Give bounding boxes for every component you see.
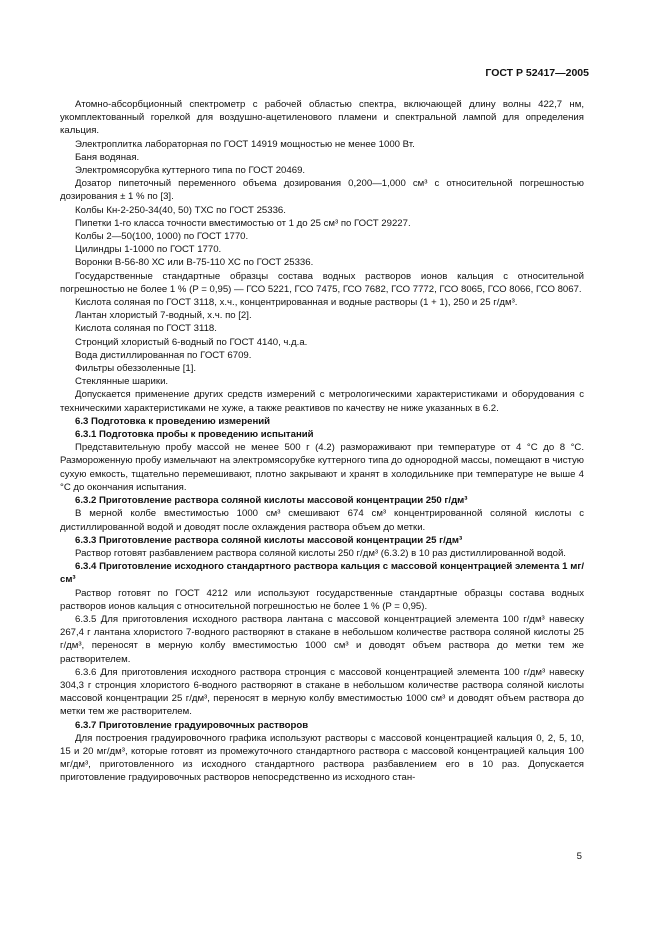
body-paragraph: 6.3.6 Для приготовления исходного раствора стронция с массовой концентрацией элемента 100 г/дм³ навеску 304,3 г стронция хлористого 6-водного растворяют в стакане в небольшом количестве раствора соляной кислоты массовой концентрации 25 г/дм³, переносят в мерную колбу вместимостью 1000 см³ и доводят объем раствора до метки тем же растворителем.: [60, 666, 584, 718]
body-paragraph: Атомно-абсорбционный спектрометр с рабочей областью спектра, включающей длину волны 422,7 нм, укомплектованный горелкой для воздушно-ацетиленового пламени и спектральной лампой для определения кальция.: [60, 99, 584, 137]
section-heading: 6.3.1 Подготовка пробы к проведению испытаний: [75, 429, 314, 441]
body-paragraph: Вода дистиллированная по ГОСТ 6709.: [75, 349, 252, 361]
body-paragraph: Стеклянные шарики.: [75, 376, 169, 388]
body-paragraph: Лантан хлористый 7-водный, х.ч. по [2].: [75, 310, 252, 322]
body-paragraph: Фильтры обеззоленные [1].: [75, 363, 197, 375]
body-paragraph: Стронций хлористый 6-водный по ГОСТ 4140, ч.д.а.: [75, 336, 308, 348]
section-heading: 6.3.4 Приготовление исходного стандартного раствора кальция с массовой концентрацией элемента 1 мг/см³: [60, 561, 584, 586]
page-number: 5: [576, 851, 582, 862]
body-paragraph: Допускается применение других средств измерений с метрологическими характеристиками и оборудования с техническими характеристиками не хуже, а также реактивов по качеству не ниже указанных в 6.2.: [60, 389, 584, 414]
body-paragraph: 6.3.5 Для приготовления исходного раствора лантана с массовой концентрацией элемента 100 г/дм³ навеску 267,4 г лантана хлористого 7-водного растворяют в стакане в небольшом количестве раствора соляной кислоты 25 г/дм³, переносят в мерную колбу вместимостью 1000 см³ и доводят объем раствора до метки тем же растворителем.: [60, 613, 584, 665]
body-paragraph: Воронки В-56-80 ХС или В-75-110 ХС по ГОСТ 25336.: [75, 257, 314, 269]
body-paragraph: Цилиндры 1-1000 по ГОСТ 1770.: [75, 244, 222, 256]
section-heading: 6.3.3 Приготовление раствора соляной кислоты массовой концентрации 25 г/дм³: [75, 534, 463, 546]
standard-number-header: ГОСТ Р 52417—2005: [485, 67, 589, 79]
document-body: [60, 98, 584, 785]
body-paragraph: Раствор готовят разбавлением раствора соляной кислоты 250 г/дм³ (6.3.2) в 10 раз дистиллированной водой.: [75, 547, 566, 559]
body-paragraph: Электромясорубка куттерного типа по ГОСТ 20469.: [75, 165, 306, 177]
body-paragraph: Раствор готовят по ГОСТ 4212 или используют государственные стандартные образцы состава водных растворов ионов кальция с относительной погрешностью не более 1 % (P = 0,95).: [60, 587, 584, 612]
body-paragraph: Дозатор пипеточный переменного объема дозирования 0,200—1,000 см³ с относительной погрешностью дозирования ± 1 % по [3].: [60, 178, 584, 203]
section-heading: 6.3 Подготовка к проведению измерений: [75, 415, 271, 427]
body-paragraph: Колбы 2—50(100, 1000) по ГОСТ 1770.: [75, 231, 249, 243]
body-paragraph: Кислота соляная по ГОСТ 3118.: [75, 323, 217, 335]
body-paragraph: Для построения градуировочного графика используют растворы с массовой концентрацией кальция 0, 2, 5, 10, 15 и 20 мг/дм³, которые готовят из промежуточного стандартного раствора с массовой концентрацией кальция 100 мг/дм³, приготовленного из исходного стандартного раствора разбавлением его в 10 раз. Допускается приготовление градуировочных растворов непосредственно из исходного стан-: [60, 732, 584, 784]
body-paragraph: Пипетки 1-го класса точности вместимостью от 1 до 25 см³ по ГОСТ 29227.: [75, 217, 411, 229]
body-paragraph: В мерной колбе вместимостью 1000 см³ смешивают 674 см³ концентрированной соляной кислоты с дистиллированной водой и доводят после охлаждения раствора объем до метки.: [60, 508, 584, 533]
body-paragraph: Государственные стандартные образцы состава водных растворов ионов кальция с относительной погрешностью не более 1 % (P = 0,95) — ГСО 5221, ГСО 7475, ГСО 7682, ГСО 7772, ГСО 8065, ГСО 8066, ГСО 8067.: [60, 270, 584, 295]
body-paragraph: Баня водяная.: [75, 151, 140, 163]
section-heading: 6.3.2 Приготовление раствора соляной кислоты массовой концентрации 250 г/дм³: [75, 495, 468, 507]
body-paragraph: Кислота соляная по ГОСТ 3118, х.ч., концентрированная и водные растворы (1 + 1), 250 и 25 г/дм³.: [75, 297, 518, 309]
body-paragraph: Колбы Кн-2-250-34(40, 50) ТХС по ГОСТ 25336.: [75, 204, 286, 216]
body-paragraph: Представительную пробу массой не менее 500 г (4.2) размораживают при температуре от 4 °С до 8 °С. Размороженную пробу измельчают на электромясорубке куттерного типа до однородной массы, помещают в чистую сухую емкость, тщательно перемешивают, плотно закрывают и хранят в холодильнике при температуре не выше 4 °С до окончания испытания.: [60, 442, 584, 493]
section-heading: 6.3.7 Приготовление градуировочных растворов: [75, 719, 309, 731]
body-paragraph: Электроплитка лабораторная по ГОСТ 14919 мощностью не менее 1000 Вт.: [75, 138, 415, 150]
